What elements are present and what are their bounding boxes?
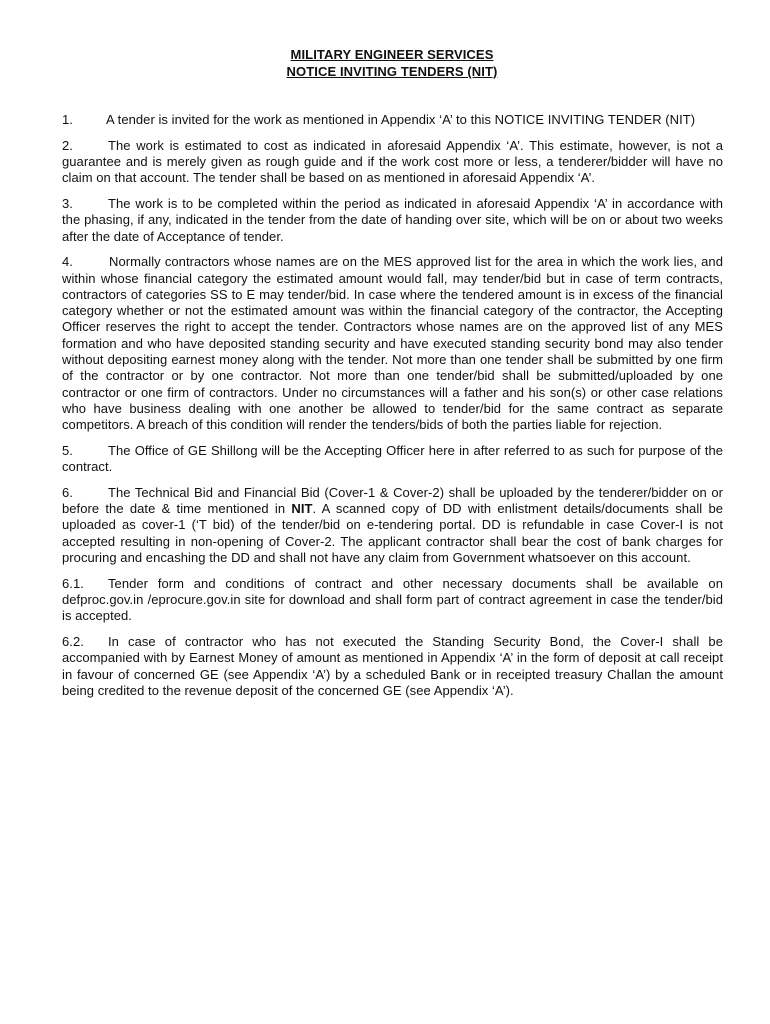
paragraph-6-1 <box>62 576 723 625</box>
notice-title: NOTICE INVITING TENDERS (NIT) <box>286 64 498 79</box>
paragraph-6-2 <box>62 634 723 699</box>
paragraph-number: 6.1. <box>62 575 84 591</box>
paragraph-text: Normally contractors whose names are on the MES approved list for the area in which the work lies, and within whose financial category the estimated amount would fall, may tender/bid but in case of term contracts, contractors of categories SS to E may tender/bid. In case where the tendered amount is in excess of the financial category whether or not the estimated amount was within the financial category of the contractor, the Accepting Officer reserves the right to accept the tender. Contractors whose names are on the approved list of any MES formation and who have deposited standing security and have executed standing security bond may also tender without depositing earnest money along with the tender. Not more than one tender shall be submitted by one firm of the contractor or by one contractor. Not more than one tender/bid shall be submitted/uploaded by one contractor or one firm of contractors. Under no circumstances will a father and his son(s) or other case relations who have business dealing with one another be allowed to tender/bid for the same contract as separate competitors. A breach of this condition will render the tenders/bids of both the parties liable for rejection. <box>62 254 723 433</box>
paragraph-3 <box>62 196 723 245</box>
paragraph-number: 6. <box>62 484 73 500</box>
paragraph-2 <box>62 138 723 187</box>
paragraph-text: The work is estimated to cost as indicated in aforesaid Appendix ‘A’. This estimate, however, is not a guarantee and is merely given as rough guide and if the work cost more or less, a tenderer/bidder will have no claim on that account. The tender shall be based on as mentioned in aforesaid Appendix ‘A’. <box>62 137 723 186</box>
org-title: MILITARY ENGINEER SERVICES <box>290 47 494 62</box>
paragraph-5 <box>62 443 723 476</box>
nit-bold-text: NIT <box>291 501 313 517</box>
paragraph-number: 6.2. <box>62 634 84 650</box>
paragraph-text: Tender form and conditions of contract and other necessary documents shall be available on defproc.gov.in /eprocure.gov.in site for download and shall form part of contract agreement in case the tender/bid is accepted. <box>62 575 723 624</box>
paragraph-text-start: The Technical Bid and Financial Bid (Cover-1 & Cover-2) shall be uploaded by the tenderer/bidder on or before the date & time mentioned in <box>62 484 723 517</box>
paragraph-text-end: . A scanned copy of DD with enlistment details/documents shall be uploaded as cover-1 (‘T bid) of the tender/bid on e-tendering portal. DD is refundable in case Cover-I is not accepted resulting in non-opening of Cover-2. The applicant contractor shall bear the cost of bank charges for procuring and encashing the DD and shall not have any claim from Government whatsoever on this account. <box>62 501 723 566</box>
paragraph-number: 5. <box>62 442 73 458</box>
paragraph-6 <box>62 485 723 566</box>
paragraph-text: The Office of GE Shillong will be the Accepting Officer here in after referred to as such for purpose of the contract. <box>62 442 723 475</box>
paragraph-1 <box>62 112 723 128</box>
paragraph-number: 1. <box>62 112 73 127</box>
paragraph-number: 4. <box>62 254 73 270</box>
paragraph-text: The work is to be completed within the period as indicated in aforesaid Appendix ‘A’ in accordance with the phasing, if any, indicated in the tender from the date of handing over site, which will be on or about two weeks after the date of Acceptance of tender. <box>62 195 723 244</box>
paragraph-text: A tender is invited for the work as mentioned in Appendix ‘A’ to this NOTICE INVITING TENDER (NIT) <box>106 112 696 127</box>
paragraph-number: 2. <box>62 137 73 153</box>
paragraph-text: In case of contractor who has not executed the Standing Security Bond, the Cover-I shall be accompanied with by Earnest Money of amount as mentioned in Appendix ‘A’ in the form of deposit at call receipt in favour of concerned GE (see Appendix ‘A’) by a scheduled Bank or in receipted treasury Challan the amount being credited to the revenue deposit of the concerned GE (see Appendix ‘A’). <box>62 634 723 698</box>
document-header <box>0 46 770 80</box>
document-body <box>62 112 723 709</box>
paragraph-4 <box>62 254 723 433</box>
paragraph-number: 3. <box>62 195 73 211</box>
